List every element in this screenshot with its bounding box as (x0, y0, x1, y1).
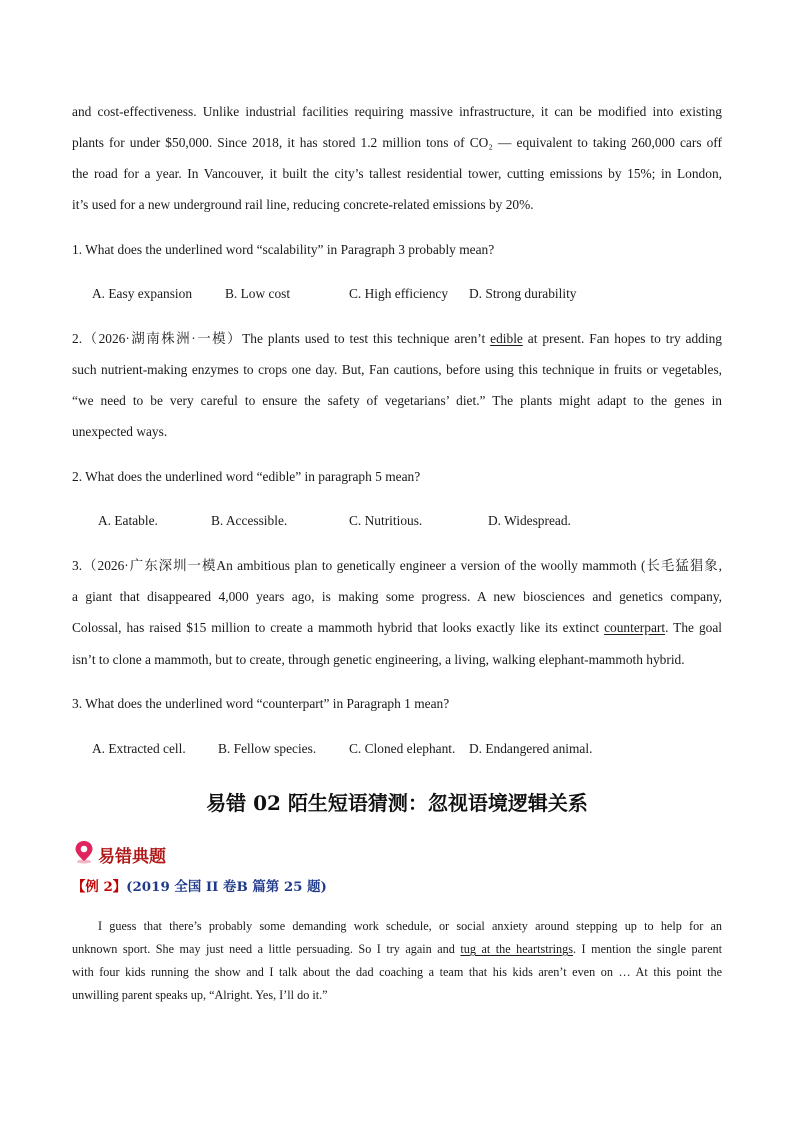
q3-option-b: B. Fellow species. (218, 741, 317, 756)
passage2-text: at present. Fan hopes to try adding (522, 331, 722, 346)
example-line: with four kids running the show and I talk about the dad coaching a team that his kids aren’t even on … At this point the (72, 965, 722, 979)
example-label: 【例 2】 (72, 879, 127, 895)
section-heading: 易错 02 陌生短语猜测：忽视语境逻辑关系 (206, 791, 588, 815)
q3-option-a: A. Extracted cell. (92, 741, 186, 756)
passage3-text: . The goal (665, 620, 722, 635)
question-1: 1. What does the underlined word “scalability” in Paragraph 3 probably mean? (72, 242, 495, 257)
passage2-text: 2.（2026·湖南株洲·一模）The plants used to test this technique aren’t (72, 331, 491, 346)
passage-line: the road for a year. In Vancouver, it built the city’s tallest residential tower, cutting emissions by 15%; in London, (72, 166, 722, 181)
q2-option-c: C. Nutritious. (349, 513, 423, 528)
passage-line: 3.（2026·广东深圳一模An ambitious plan to genetically engineer a version of the woolly mammoth (长毛猛猖象, (72, 558, 722, 573)
q1-option-d: D. Strong durability (469, 286, 577, 301)
passage-line: “we need to be very careful to ensure the safety of vegetarians’ diet.” The plants might adapt to the genes in (72, 393, 722, 408)
question-2: 2. What does the underlined word “edible” in paragraph 5 mean? (72, 469, 421, 484)
typical-question-label: 易错典题 (98, 847, 166, 867)
example-source: (2019 全国 II 卷B 篇第 25 题) (126, 879, 327, 895)
q3-option-d: D. Endangered animal. (469, 741, 593, 756)
q2-option-a: A. Eatable. (98, 513, 158, 528)
example-line: unwilling parent speaks up, “Alright. Yes, I’ll do it.” (72, 988, 328, 1002)
location-pin-icon (74, 840, 94, 869)
passage-line: and cost-effectiveness. Unlike industrial facilities requiring massive infrastructure, it can be modified into existing (72, 104, 722, 119)
q1-option-b: B. Low cost (225, 286, 291, 301)
example-header (72, 876, 327, 895)
passage-line: a giant that disappeared 4,000 years ago, is making some progress. A new biosciences and genetics company, (72, 589, 722, 604)
q1-option-c: C. High efficiency (349, 286, 449, 301)
passage3-text: Colossal, has raised $15 million to create a mammoth hybrid that looks exactly like its extinct (72, 620, 605, 635)
q2-option-b: B. Accessible. (211, 513, 288, 528)
example-text: . I mention the single parent (573, 942, 722, 956)
example-line2 (72, 942, 722, 957)
passage-line: such nutrient-making enzymes to crops one day. But, Fan cautions, before using this technique in fruits or vegetables, (72, 362, 722, 377)
q3-option-c: C. Cloned elephant. (349, 741, 456, 756)
example-text: unknown sport. She may just need a little persuading. So I try again and (72, 942, 461, 956)
passage-line: it’s used for a new underground rail line, reducing concrete-related emissions by 20%. (72, 197, 534, 212)
underlined-word-edible: edible (490, 331, 523, 346)
typical-question-header (74, 840, 166, 869)
passage-line: plants for under $50,000. Since 2018, it has stored 1.2 million tons of CO₂ — equivalent to taking 260,000 cars off (72, 135, 722, 150)
question-3: 3. What does the underlined word “counterpart” in Paragraph 1 mean? (72, 696, 450, 711)
passage-line: isn’t to clone a mammoth, but to create, through genetic engineering, a living, walking elephant-mammoth hybrid. (72, 652, 685, 667)
passage2-line1 (72, 331, 722, 347)
passage3-line3 (72, 620, 722, 636)
q2-option-d: D. Widespread. (488, 513, 571, 528)
underlined-phrase: tug at the heartstrings (460, 942, 573, 956)
q1-option-a: A. Easy expansion (92, 286, 193, 301)
example-line: I guess that there’s probably some demanding work schedule, or social anxiety around stepping up to help for an (98, 919, 722, 933)
underlined-word-counterpart: counterpart (604, 620, 666, 635)
passage-line: unexpected ways. (72, 424, 168, 439)
